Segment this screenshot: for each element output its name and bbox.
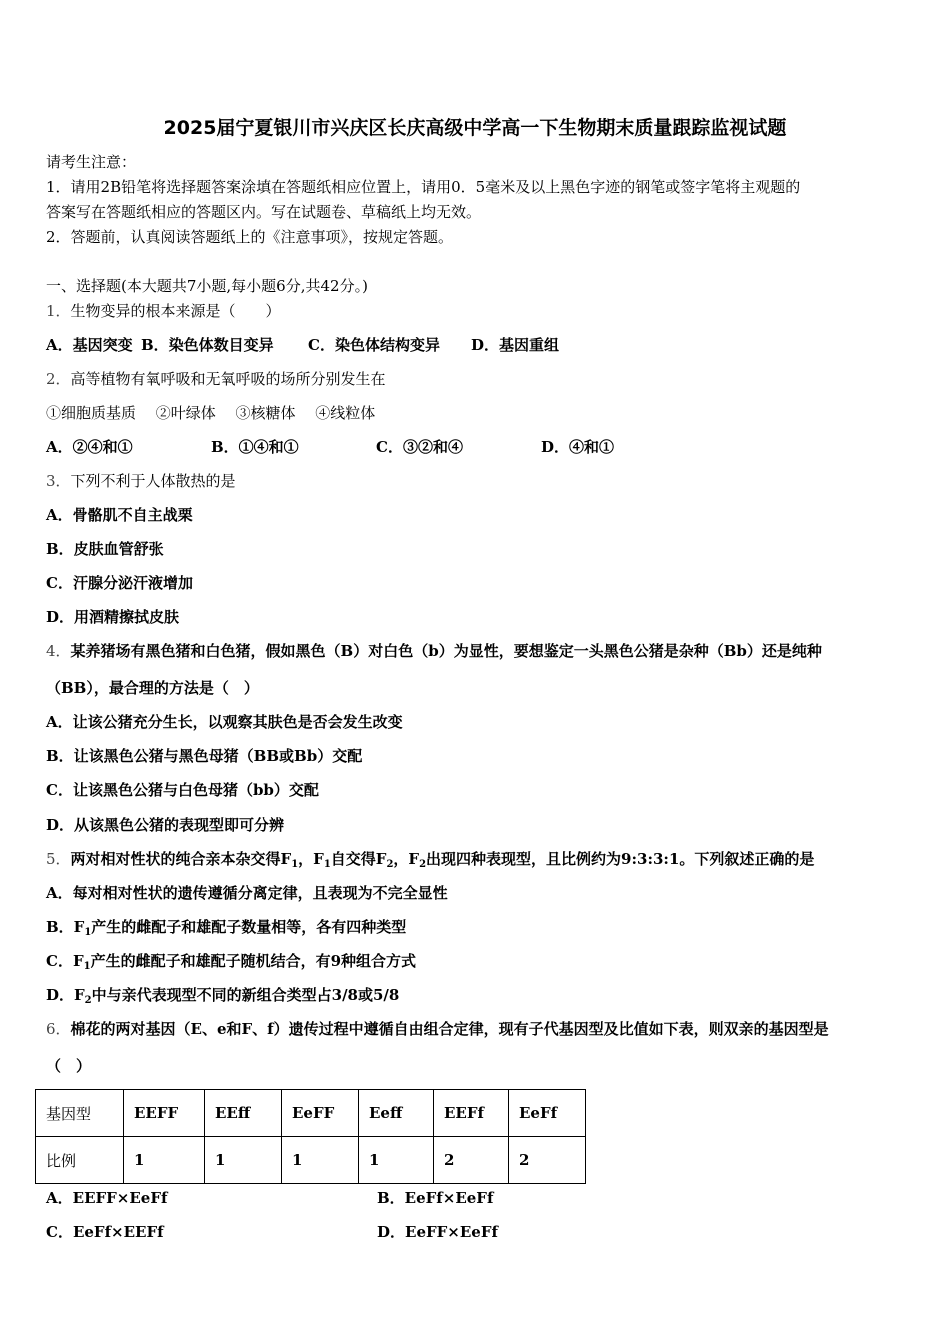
table-cell: EeFf [509,1090,586,1137]
notice-line-1-cont: 答案写在答题纸相应的答题区内。写在试题卷、草稿纸上均无效。 [46,203,482,221]
option-b: B．①④和① [211,438,299,456]
question-1-options [46,335,559,355]
section-heading: 一、选择题(本大题共7小题,每小题6分,共42分。) [46,277,368,295]
table-row [36,1137,586,1184]
subscript: 1 [83,961,91,972]
table-cell: 1 [282,1137,359,1184]
option-c: C．汗腺分泌汗液增加 [46,574,193,592]
option-a: A．让该公猪充分生长，以观察其肤色是否会发生改变 [46,713,403,731]
option-b: B．让该黑色公猪与黑色母猪（BB或Bb）交配 [46,747,363,765]
option-c [46,951,416,977]
table-cell: EeFF [282,1090,359,1137]
table-cell: 1 [359,1137,434,1184]
option-c: C．让该黑色公猪与白色母猪（bb）交配 [46,781,319,799]
question-5 [46,849,814,875]
option-prefix: B．F [46,918,85,936]
question-4-cont: （BB），最合理的方法是（ ） [46,679,259,697]
table-cell: 比例 [36,1137,124,1184]
option-d [46,985,399,1011]
stem-part: 两对相对性状的纯合亲本杂交得F [70,850,292,868]
option-b: B．染色体数目变异 [141,336,274,354]
option-text: 中与亲代表现型不同的新组合类型占3/8或5/8 [91,986,400,1004]
option-prefix: C．F [46,952,84,970]
subscript: 2 [386,859,394,870]
genotype-table [35,1089,586,1184]
table-cell: 1 [124,1137,205,1184]
question-stem: 生物变异的根本来源是（ ） [70,302,281,320]
table-cell: 基因型 [36,1090,124,1137]
question-3 [46,471,236,491]
option-d: D．用酒精擦拭皮肤 [46,608,180,626]
option-b [46,917,406,943]
question-2-options [46,437,614,457]
table-cell: EEFF [124,1090,205,1137]
subscript: 1 [323,859,331,870]
table-cell: 2 [434,1137,509,1184]
stem-part: 自交得F [330,850,387,868]
option-text: 产生的雌配子和雄配子随机结合，有9种组合方式 [90,952,417,970]
table-cell: 1 [205,1137,282,1184]
question-number: 3． [46,472,71,490]
table-row [36,1090,586,1137]
stem-part: ，F [298,850,324,868]
option-text: 产生的雌配子和雄配子数量相等，各有四种类型 [91,918,407,936]
notice-line-1: 1．请用2B铅笔将选择题答案涂填在答题纸相应位置上，请用0．5毫米及以上黑色字迹的钢笔或签字笔将主观题的 [46,178,801,196]
question-1 [46,301,281,321]
option-c: C．染色体结构变异 [308,336,440,354]
question-number: 5． [46,850,71,868]
option-a: A．骨骼肌不自主战栗 [46,506,193,524]
question-6-cont: （ ） [46,1057,92,1075]
option-b: B．EeFf×EeFf [377,1189,494,1207]
option-c: C．③②和④ [376,438,463,456]
option-a: A．基因突变 [46,336,133,354]
option-prefix: D．F [46,986,85,1004]
table-cell: Eeff [359,1090,434,1137]
option-c: C．EeFf×EEFf [46,1223,164,1241]
subscript: 2 [84,995,92,1006]
question-6 [46,1019,829,1039]
question-2 [46,369,386,389]
table-cell: EEff [205,1090,282,1137]
option-d: D．从该黑色公猪的表现型即可分辨 [46,816,285,834]
stem-part: 出现四种表现型，且比例约为9:3:3:1。下列叙述正确的是 [426,850,815,868]
question-stem: 下列不利于人体散热的是 [70,472,236,490]
question-number: 2． [46,370,71,388]
question-2-items: ①细胞质基质 ②叶绿体 ③核糖体 ④线粒体 [46,404,376,422]
table-cell: EEFf [434,1090,509,1137]
notice-heading: 请考生注意： [46,153,137,171]
option-d: D．EeFF×EeFf [377,1223,498,1241]
option-d: D．④和① [541,438,615,456]
question-number: 1． [46,302,71,320]
option-a: A．每对相对性状的遗传遵循分离定律，且表现为不完全显性 [46,884,448,902]
table-cell: 2 [509,1137,586,1184]
option-a: A．EEFF×EeFf [46,1189,168,1207]
stem-part: ，F [393,850,420,868]
subscript: 1 [291,859,299,870]
question-stem: 高等植物有氧呼吸和无氧呼吸的场所分别发生在 [70,370,386,388]
question-number: 4． [46,642,71,660]
document-title: 2025届宁夏银川市兴庆区长庆高级中学高一下生物期末质量跟踪监视试题 [163,117,787,139]
option-b: B．皮肤血管舒张 [46,540,164,558]
question-4 [46,641,822,661]
notice-line-2: 2．答题前，认真阅读答题纸上的《注意事项》，按规定答题。 [46,228,454,246]
option-d: D．基因重组 [471,336,560,354]
question-number: 6． [46,1020,71,1038]
subscript: 1 [84,927,92,938]
subscript: 2 [419,859,427,870]
question-stem: 棉花的两对基因（E、e和F、f）遗传过程中遵循自由组合定律，现有子代基因型及比值如下表，则双亲的基因型是 [70,1020,829,1038]
option-a: A．②④和① [46,438,133,456]
question-stem: 某养猪场有黑色猪和白色猪，假如黑色（B）对白色（b）为显性，要想鉴定一头黑色公猪是杂种（Bb）还是纯种 [70,642,822,660]
